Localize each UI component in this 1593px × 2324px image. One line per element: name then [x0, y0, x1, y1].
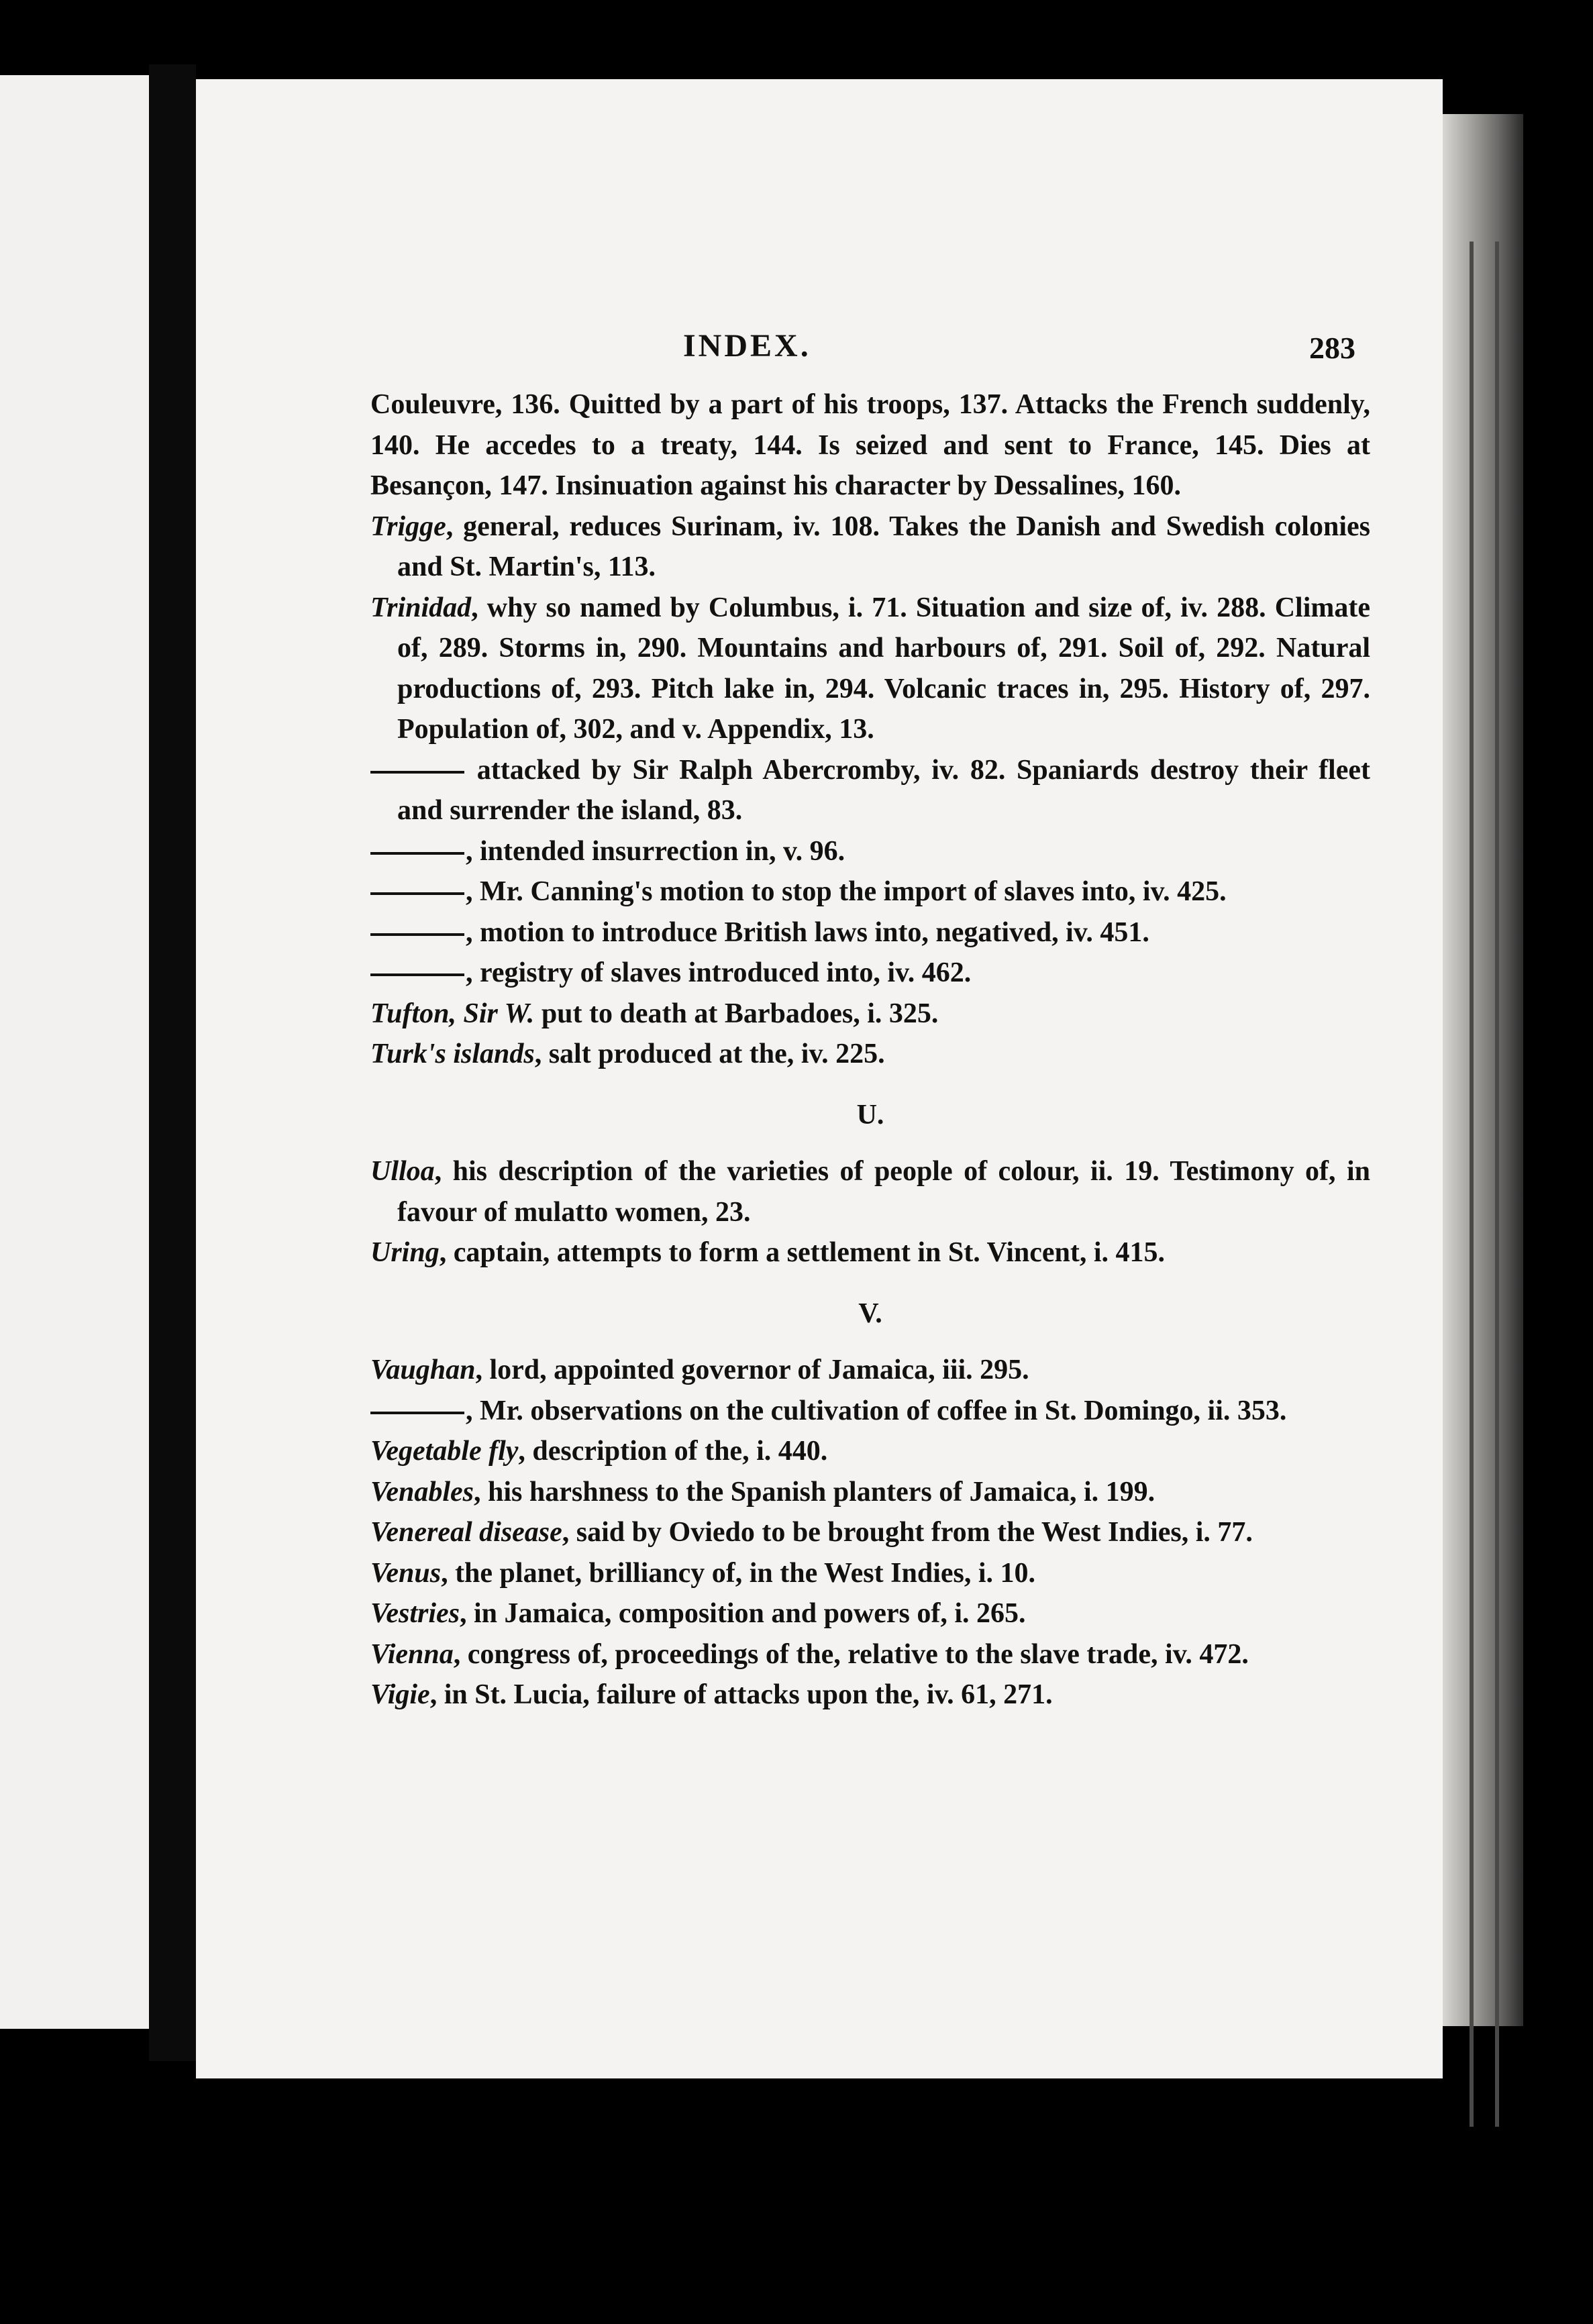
entry-headword: Uring	[370, 1237, 440, 1268]
entry-text: , salt produced at the, iv. 225.	[534, 1039, 885, 1069]
entry-text: , intended insurrection in, v. 96.	[466, 835, 845, 867]
entry-headword: Venereal disease	[370, 1517, 562, 1548]
entry-text: Couleuvre, 136. Quitted by a part of his troops, 137. Attacks the French suddenly, 140. He accedes to a treaty, 144. Is seized and sent to France, 145. Dies at Besançon, 147. Insinuation against his character by Dessalines, 160.	[370, 389, 1370, 501]
ditto-dash	[370, 1412, 464, 1414]
entry-text: , motion to introduce British laws into, negatived, iv. 451.	[466, 916, 1149, 948]
entry-headword: Vaughan	[370, 1355, 476, 1385]
section-letter: U.	[856, 1099, 884, 1130]
running-head-title: INDEX.	[683, 328, 811, 364]
entry-headword: Vegetable fly	[370, 1436, 519, 1467]
entry-headword: Venables	[370, 1476, 474, 1508]
index-entry	[370, 1232, 1370, 1273]
entry-text: , Mr. Canning's motion to stop the import of slaves into, iv. 425.	[466, 876, 1227, 907]
entry-text: , his description of the varieties of people of colour, ii. 19. Testimony of, in favour of mulatto women, 23.	[397, 1156, 1370, 1228]
entry-text: , in Jamaica, composition and powers of, i. 265.	[460, 1598, 1026, 1629]
ditto-dash	[370, 973, 464, 976]
ditto-dash	[370, 892, 464, 895]
book-gutter	[149, 64, 196, 2061]
index-entry	[370, 1512, 1370, 1553]
entry-headword: Vestries	[370, 1598, 460, 1629]
entry-headword: Trigge	[370, 511, 446, 542]
ditto-dash	[370, 852, 464, 855]
ditto-dash	[370, 933, 464, 936]
entry-headword: Tufton, Sir W.	[370, 998, 535, 1029]
entry-headword: Ulloa	[370, 1156, 435, 1187]
index-entry	[370, 1675, 1370, 1715]
index-entry	[370, 994, 1370, 1035]
entry-text: , general, reduces Surinam, iv. 108. Takes the Danish and Swedish colonies and St. Martin's, 113.	[397, 511, 1370, 582]
index-subentry	[370, 953, 1370, 994]
page-edge-line	[1495, 242, 1499, 2127]
page-number: 283	[1309, 331, 1355, 365]
entry-text: , congress of, proceedings of the, relative to the slave trade, iv. 472.	[453, 1638, 1249, 1670]
index-subentry	[370, 750, 1370, 831]
entry-headword: Turk's islands	[370, 1039, 535, 1069]
entry-headword: Vigie	[370, 1679, 430, 1710]
index-entry	[370, 1034, 1370, 1075]
entry-text: , why so named by Columbus, i. 71. Situation and size of, iv. 288. Climate of, 289. Storms in, 290. Mountains and harbours of, 291. Soil of, 292. Natural productions of, 293. Pitch lake in, 294. Volcanic traces in, 295. History of, 297. Population of, 302, and v. Appendix, 13.	[397, 592, 1370, 745]
entry-text: , captain, attempts to form a settlement in St. Vincent, i. 415.	[439, 1237, 1166, 1268]
index-entry	[370, 1472, 1370, 1513]
index-entry	[370, 1151, 1370, 1232]
index-entry	[370, 1634, 1370, 1675]
entry-text: , said by Oviedo to be brought from the West Indies, i. 77.	[562, 1517, 1253, 1548]
entry-headword: Trinidad	[370, 592, 472, 623]
entry-text: put to death at Barbadoes, i. 325.	[534, 998, 939, 1029]
index-entry	[370, 507, 1370, 588]
page-edges	[1443, 114, 1523, 2026]
index-body	[370, 384, 1370, 1715]
entry-text: , the planet, brilliancy of, in the West Indies, i. 10.	[441, 1557, 1036, 1589]
entry-text: , his harshness to the Spanish planters of Jamaica, i. 199.	[474, 1476, 1155, 1508]
left-page-edge	[0, 75, 149, 2029]
entry-headword: Vienna	[370, 1638, 454, 1670]
entry-text: , registry of slaves introduced into, iv. 462.	[466, 957, 972, 988]
ditto-dash	[370, 771, 464, 774]
index-entry	[370, 384, 1370, 507]
page-edge-line	[1470, 242, 1474, 2127]
index-subentry	[370, 912, 1370, 953]
index-entry	[370, 1593, 1370, 1634]
entry-text: , lord, appointed governor of Jamaica, iii. 295.	[475, 1355, 1029, 1385]
entry-text: , Mr. observations on the cultivation of coffee in St. Domingo, ii. 353.	[466, 1395, 1287, 1426]
index-page	[196, 79, 1443, 2078]
entry-text: , description of the, i. 440.	[518, 1436, 828, 1467]
index-subentry	[370, 872, 1370, 912]
entry-text: , in St. Lucia, failure of attacks upon the, iv. 61, 271.	[429, 1679, 1053, 1710]
index-entry	[370, 588, 1370, 750]
index-entry	[370, 1350, 1370, 1391]
index-entry	[370, 1431, 1370, 1472]
index-subentry	[370, 1391, 1370, 1432]
index-subentry	[370, 831, 1370, 872]
entry-text: attacked by Sir Ralph Abercromby, iv. 82. Spaniards destroy their fleet and surrender the island, 83.	[397, 754, 1370, 826]
section-letter: V.	[858, 1298, 882, 1329]
running-head	[196, 327, 1443, 381]
entry-headword: Venus	[370, 1557, 442, 1589]
index-entry	[370, 1553, 1370, 1594]
